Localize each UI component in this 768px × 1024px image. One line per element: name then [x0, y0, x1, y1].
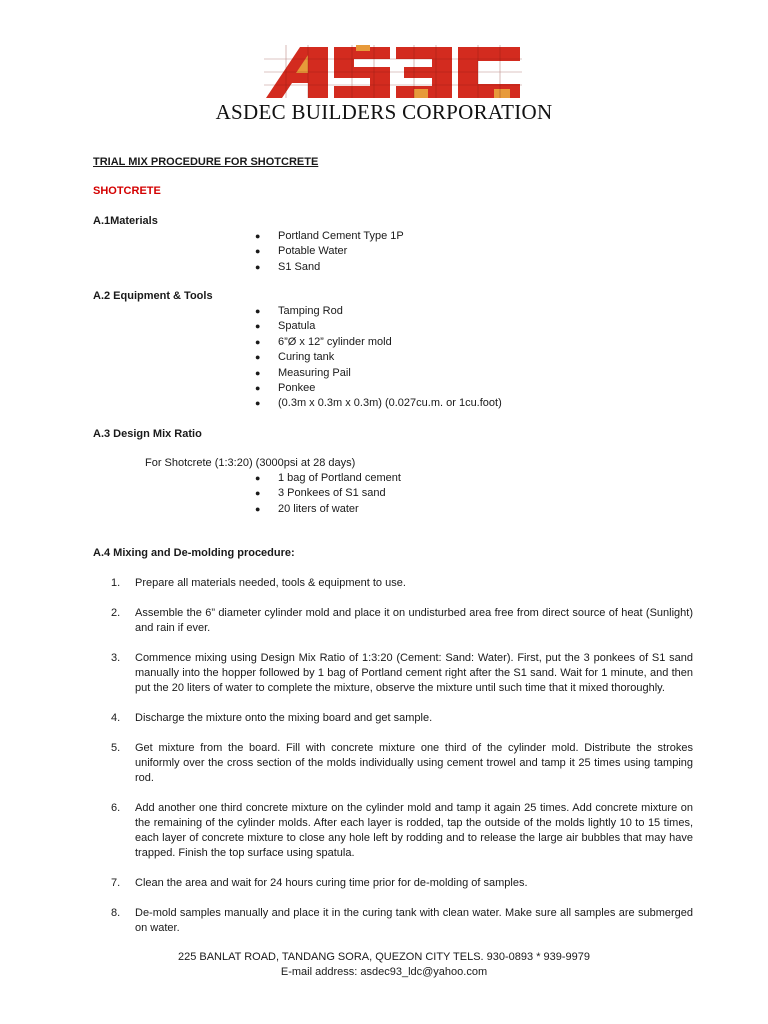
- list-item: ● Portland Cement Type 1P: [255, 230, 404, 242]
- materials-heading: A.1Materials: [93, 215, 158, 227]
- equipment-list: [255, 304, 502, 412]
- list-item: ● Curing tank: [255, 351, 335, 364]
- logo-letter-s: [334, 47, 390, 98]
- procedure-step: 4. Discharge the mixture onto the mixing board and get sample.: [111, 712, 433, 724]
- procedure-step: 5. Get mixture from the board. Fill with concrete mixture one third of the cylinder mold. Distribute the strokes uniformly over the cross section of the molds individually using cement trowel and tamp it 25 times using tamping rod.: [111, 742, 693, 784]
- procedure-step: 8. De-mold samples manually and place it in the curing tank with clean water. Make sure all samples are submerged on water.: [111, 907, 693, 934]
- procedure-step: 7. Clean the area and wait for 24 hours curing time prior for de-molding of samples.: [111, 877, 528, 889]
- list-item: ● 6”Ø x 12” cylinder mold: [255, 335, 392, 348]
- procedure-heading: A.4 Mixing and De-molding procedure:: [93, 547, 295, 559]
- company-logo: [264, 45, 522, 98]
- list-item: ● Tamping Rod: [255, 305, 343, 317]
- list-item: ● Ponkee: [255, 381, 316, 394]
- procedure-step: 2. Assemble the 6” diameter cylinder mold and place it on undisturbed area free from direct source of heat (Sunlight) and rain if ever.: [111, 607, 693, 634]
- footer-address: 225 BANLAT ROAD, TANDANG SORA, QUEZON CITY TELS. 930-0893 * 939-9979: [177, 951, 591, 963]
- section-label: SHOTCRETE: [93, 185, 161, 197]
- list-item: ● S1 Sand: [255, 260, 321, 273]
- list-item: ● Spatula: [255, 320, 316, 333]
- design-mix-heading: A.3 Design Mix Ratio: [93, 428, 202, 440]
- procedure-step: 6. Add another one third concrete mixture on the cylinder mold and tamp it again 25 times. Add concrete mixture on the remaining of the cylinder molds. After each layer is rodded, tap the outside of the molds lightly 10 to 15 times, each layer of concrete mixture to close any hole left by rodding and to release the large air bubbles that may have trapped. Finish the top surface using spatula.: [111, 802, 693, 859]
- procedure-steps: [93, 576, 693, 936]
- list-item: ● 3 Ponkees of S1 sand: [255, 487, 386, 500]
- materials-list: [255, 229, 404, 275]
- list-item: ● 1 bag of Portland cement: [255, 472, 401, 484]
- list-item: ● Measuring Pail: [255, 366, 351, 379]
- document-title: TRIAL MIX PROCEDURE FOR SHOTCRETE: [93, 156, 319, 168]
- footer-email: E-mail address: asdec93_ldc@yahoo.com: [280, 966, 488, 978]
- list-item: ● 20 liters of water: [255, 502, 359, 515]
- list-item: ● Potable Water: [255, 245, 348, 258]
- company-name: ASDEC BUILDERS CORPORATION: [215, 100, 553, 124]
- design-mix-subheading: For Shotcrete (1:3:20) (3000psi at 28 days): [145, 457, 356, 469]
- procedure-step: 3. Commence mixing using Design Mix Ratio of 1:3:20 (Cement: Sand: Water). First, put the 3 ponkees of S1 sand manually into the hopper followed by 1 bag of Portland cement right after the S1 sand. Wait for 1 minute, and then put the 20 liters of water to complete the mixture, observe the mixture until such time that it mixed thoroughly.: [111, 652, 693, 694]
- design-mix-list: [255, 471, 401, 517]
- list-item: ● (0.3m x 0.3m x 0.3m) (0.027cu.m. or 1cu.foot): [255, 397, 502, 410]
- equipment-heading: A.2 Equipment & Tools: [93, 290, 213, 302]
- procedure-step: 1. Prepare all materials needed, tools & equipment to use.: [111, 577, 406, 589]
